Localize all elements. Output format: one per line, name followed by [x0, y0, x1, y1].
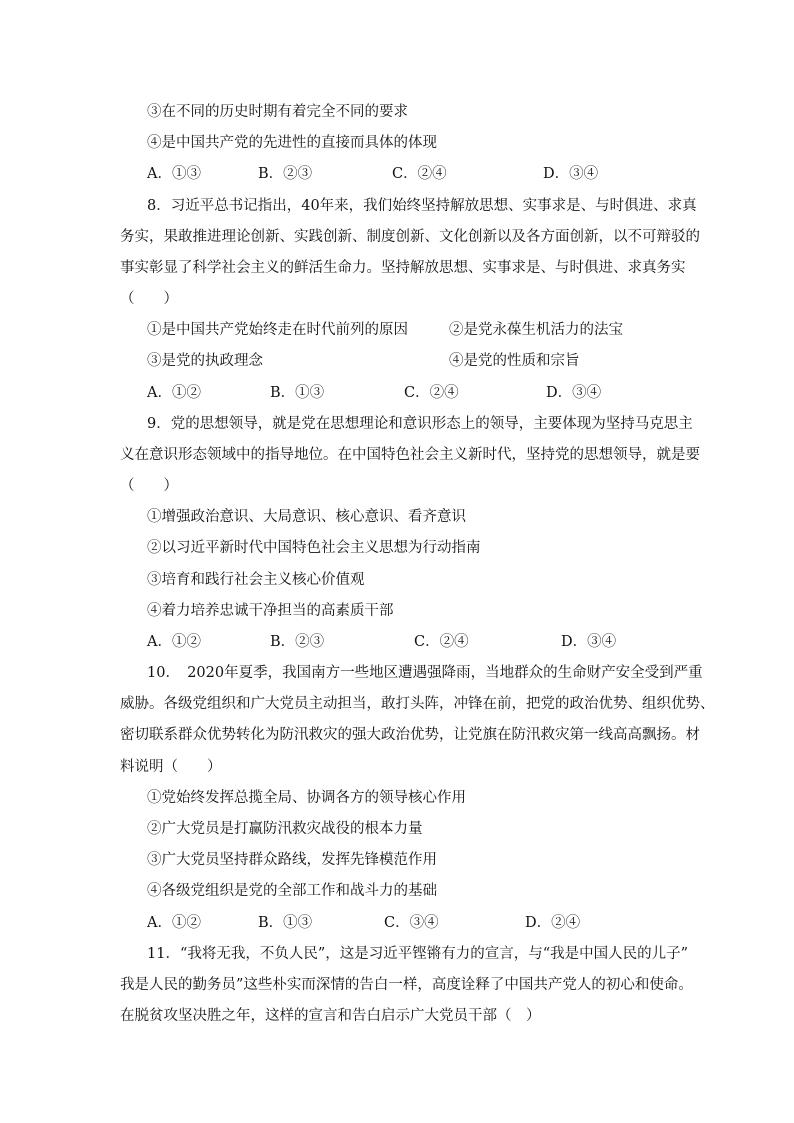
- q11-stem-line-3: 在脱贫攻坚决胜之年，这样的宣言和告白启示广大党员干部（ ）: [120, 1008, 541, 1024]
- q11-stem-line-1: 11．“我将无我，不负人民”，这是习近平铿锵有力的宣言，与“我是中国人民的儿子”: [147, 946, 689, 962]
- q8-option-3: ③是党的执政理念: [147, 353, 263, 369]
- q7-option-4: ④是中国共产党的先进性的直接而具体的体现: [147, 135, 437, 151]
- q10-stem-line-3: 密切联系群众优势转化为防汛救灾的强大政治优势，让党旗在防汛救灾第一线高高飘扬。材: [120, 727, 700, 743]
- q8-option-2: ②是党永葆生机活力的法宝: [449, 322, 623, 338]
- q8-choice-c: C．②④: [404, 385, 459, 401]
- q7-choice-b: B．②③: [258, 166, 313, 182]
- q9-option-2: ②以习近平新时代中国特色社会主义思想为行动指南: [147, 540, 481, 556]
- q11-stem-line-2: 我是人民的勤务员”这些朴实而深情的告白一样，高度诠释了中国共产党人的初心和使命。: [120, 977, 693, 993]
- q8-option-4: ④是党的性质和宗旨: [449, 353, 580, 369]
- q8-choice-b: B．①③: [270, 385, 325, 401]
- q8-stem-line-3: 事实彰显了科学社会主义的鲜活生命力。坚持解放思想、实事求是、与时俱进、求真务实: [120, 260, 686, 276]
- q8-stem-line-2: 务实，果敢推进理论创新、实践创新、制度创新、文化创新以及各方面创新，以不可辩驳的: [120, 229, 700, 245]
- q9-choice-b: B．②③: [270, 634, 325, 650]
- q8-choice-d: D．③④: [546, 385, 602, 401]
- q7-choice-d: D．③④: [543, 166, 599, 182]
- q9-answer-blank: （ ）: [120, 478, 178, 494]
- q10-option-4: ④各级党组织是党的全部工作和战斗力的基础: [147, 883, 437, 899]
- q10-option-3: ③广大党员坚持群众路线，发挥先锋模范作用: [147, 852, 437, 868]
- q8-answer-blank: （ ）: [120, 291, 178, 307]
- q10-stem-line-1: 10． 2020年夏季，我国南方一些地区遭遇强降雨，当地群众的生命财产安全受到严重: [147, 665, 703, 681]
- q9-option-3: ③培育和践行社会主义核心价值观: [147, 572, 365, 588]
- q7-choice-c: C．②④: [392, 166, 447, 182]
- q10-choice-a: A．①②: [147, 915, 201, 931]
- q10-stem-line-2: 威胁。各级党组织和广大党员主动担当，敢打头阵，冲锋在前，把党的政治优势、组织优势、: [120, 696, 715, 712]
- q8-choice-a: A．①②: [147, 385, 201, 401]
- q8-stem-line-1: 8．习近平总书记指出，40年来，我们始终坚持解放思想、实事求是、与时俱进、求真: [147, 198, 697, 214]
- q9-stem-line-1: 9．党的思想领导，就是党在思想理论和意识形态上的领导，主要体现为坚持马克思主: [147, 416, 693, 432]
- q10-option-1: ①党始终发挥总揽全局、协调各方的领导核心作用: [147, 790, 466, 806]
- q9-choice-d: D．③④: [561, 634, 617, 650]
- q10-choice-b: B．①③: [258, 915, 313, 931]
- q9-option-1: ①增强政治意识、大局意识、核心意识、看齐意识: [147, 509, 466, 525]
- q10-option-2: ②广大党员是打赢防汛救灾战役的根本力量: [147, 821, 423, 837]
- q10-choice-d: D．②④: [525, 915, 581, 931]
- q9-stem-line-2: 义在意识形态领域中的指导地位。在中国特色社会主义新时代，坚持党的思想领导，就是要: [120, 447, 700, 463]
- q10-choice-c: C．③④: [384, 915, 439, 931]
- q9-choice-c: C．②④: [414, 634, 469, 650]
- q9-choice-a: A．①②: [147, 634, 201, 650]
- q7-choice-a: A．①③: [147, 166, 201, 182]
- q8-option-1: ①是中国共产党始终走在时代前列的原因: [147, 322, 408, 338]
- q7-option-3: ③在不同的历史时期有着完全不同的要求: [147, 104, 408, 120]
- q10-stem-line-4: 料说明（ ）: [120, 759, 222, 775]
- q9-option-4: ④着力培养忠诚干净担当的高素质干部: [147, 603, 394, 619]
